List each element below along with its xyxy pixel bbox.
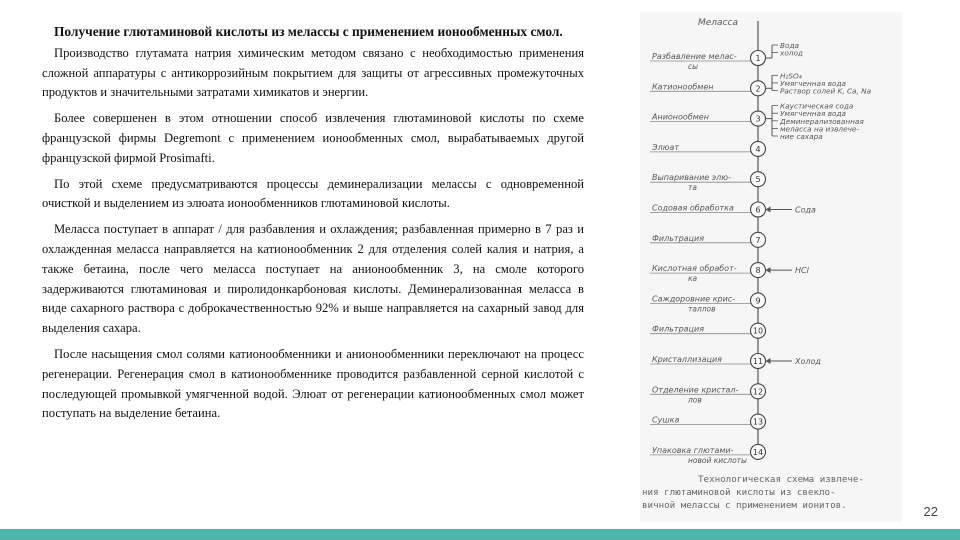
scheme-input-label: холод xyxy=(780,48,803,58)
slide-heading: Получение глютаминовой кислоты из мелассы с применением ионообменных смол. xyxy=(54,24,563,39)
scheme-caption xyxy=(642,474,864,511)
scheme-step-label-cont: ка xyxy=(688,274,698,284)
scheme-step-label: Элюат xyxy=(652,142,679,152)
scheme-step-number: 7 xyxy=(755,235,761,245)
scheme-steps xyxy=(650,51,766,465)
scheme-step-label: Отделение кристал- xyxy=(652,385,739,395)
scheme-step-number: 5 xyxy=(755,175,761,185)
scheme-step-number: 2 xyxy=(755,84,761,94)
process-scheme-figure xyxy=(640,12,902,522)
scheme-input-label: Раствор солей K, Ca, Na xyxy=(780,86,872,96)
scheme-input-label: Деминерализованная xyxy=(780,116,864,126)
scheme-input-label: Сода xyxy=(795,205,816,215)
scheme-step-label-cont: сы xyxy=(688,62,699,71)
scheme-input-arrowhead xyxy=(766,207,771,213)
scheme-step-number: 12 xyxy=(752,387,764,397)
paragraph-1: Производство глутамата натрия химическим методом связано с необходимостью применения сложной аппаратуры с антикоррозийным покрытием для защиты от агрессивных промежуточных продуктов и значительными затратами химикатов и энергии. xyxy=(42,45,584,100)
scheme-input-label: Каустическая сода xyxy=(780,101,854,111)
paragraph-4: Меласса поступает в аппарат / для разбавления и охлаждения; разбавленная примерно в 7 раз и охлажденная меласса направляется на катионообменник 2 для отделения солей калия и натрия, а также бетаина, после чего меласса поступает на анионообменник 3, на смоле которого задерживаются глютаминовая и пиролидонкарбоновая кислоты. Деминерализованная меласса в виде сахарного раствора с доброкачественностью 92% и выше направляется на сахарный завод для выделения сахара. xyxy=(42,222,584,336)
scheme-step-number: 1 xyxy=(755,54,761,63)
scheme-step-number: 13 xyxy=(752,417,764,427)
scheme-step-number: 3 xyxy=(755,114,761,124)
footer-accent-bar xyxy=(0,529,960,540)
scheme-step-label-cont: новой кислоты xyxy=(688,455,747,465)
scheme-step-number: 9 xyxy=(755,296,761,306)
scheme-step-label: Анионообмен xyxy=(652,112,709,122)
scheme-step-label: Катионообмен xyxy=(652,82,714,92)
scheme-input-label: HCl xyxy=(795,266,809,276)
page-number: 22 xyxy=(923,504,938,519)
paragraph-3: По этой схеме предусматриваются процессы деминерализации мелассы с одновременной очисткой и выделением из элюата ионообменников глютаминовой кислоты. xyxy=(42,176,584,211)
scheme-step-label: Упаковка глютами- xyxy=(652,445,734,455)
scheme-step-label: Саждоровние крис- xyxy=(652,294,736,304)
scheme-input-label: Умягченная вода xyxy=(780,78,846,88)
scheme-step-label-cont: таллов xyxy=(688,304,716,314)
scheme-input-label: ние сахара xyxy=(780,132,823,141)
scheme-step-number: 14 xyxy=(752,447,764,457)
process-scheme-svg xyxy=(640,12,902,522)
text-column xyxy=(42,22,584,430)
scheme-step-label: Сушка xyxy=(652,415,680,425)
scheme-input-arrowhead xyxy=(766,267,771,273)
scheme-input-label: Вода xyxy=(780,41,799,50)
scheme-step-label: Разбавление мелас- xyxy=(652,52,737,61)
scheme-inputs xyxy=(766,41,872,366)
scheme-step-label: Кристаллизация xyxy=(652,355,722,364)
scheme-caption-line: вичной мелассы с применением ионитов. xyxy=(642,500,847,511)
scheme-caption-line: Технологическая схема извлече- xyxy=(698,474,864,485)
scheme-step-label: Выпаривание элю- xyxy=(652,173,731,183)
scheme-input-label: Умягченная вода xyxy=(780,109,846,119)
scheme-input-label: H₂SO₄ xyxy=(780,71,802,81)
scheme-step-label-cont: лов xyxy=(688,395,702,405)
scheme-top-label: Мелacca xyxy=(698,18,738,28)
paragraph-2: Более совершенен в этом отношении способ извлечения глютаминовой кислоты по схеме французской фирмы Degremont с применением ионообменных смол, вырабатываемых другой французской фирмой Prosimafti. xyxy=(42,111,584,165)
scheme-step-label: Содовая обработка xyxy=(652,203,734,213)
scheme-step-label: Кислотная обработ- xyxy=(652,264,737,274)
scheme-step-label-cont: та xyxy=(688,183,697,193)
scheme-caption-line: ния глютаминовой кислоты из свекло- xyxy=(642,487,836,498)
scheme-step-number: 4 xyxy=(755,144,761,154)
scheme-step-number: 6 xyxy=(755,205,761,215)
scheme-step-number: 10 xyxy=(752,326,764,336)
scheme-step-label: Фильтрация xyxy=(652,233,705,243)
scheme-input-label: Холод xyxy=(795,357,821,366)
scheme-step-label: Фильтрация xyxy=(652,324,705,334)
scheme-step-number: 8 xyxy=(755,266,761,276)
paragraph-5: После насыщения смол солями катионообменники и анионообменники переключают на процесс регенерации. Регенерация смол в катионообменнике проводится разбавленной серной кислотой с последующей промывкой умягченной водой. Элюат от регенерации катионообменных смол может поступать на выделение бетаина. xyxy=(42,346,584,421)
scheme-input-label: меласса на извлече- xyxy=(780,124,860,134)
scheme-input-arrowhead xyxy=(766,358,771,364)
scheme-step-number: 11 xyxy=(752,357,764,366)
